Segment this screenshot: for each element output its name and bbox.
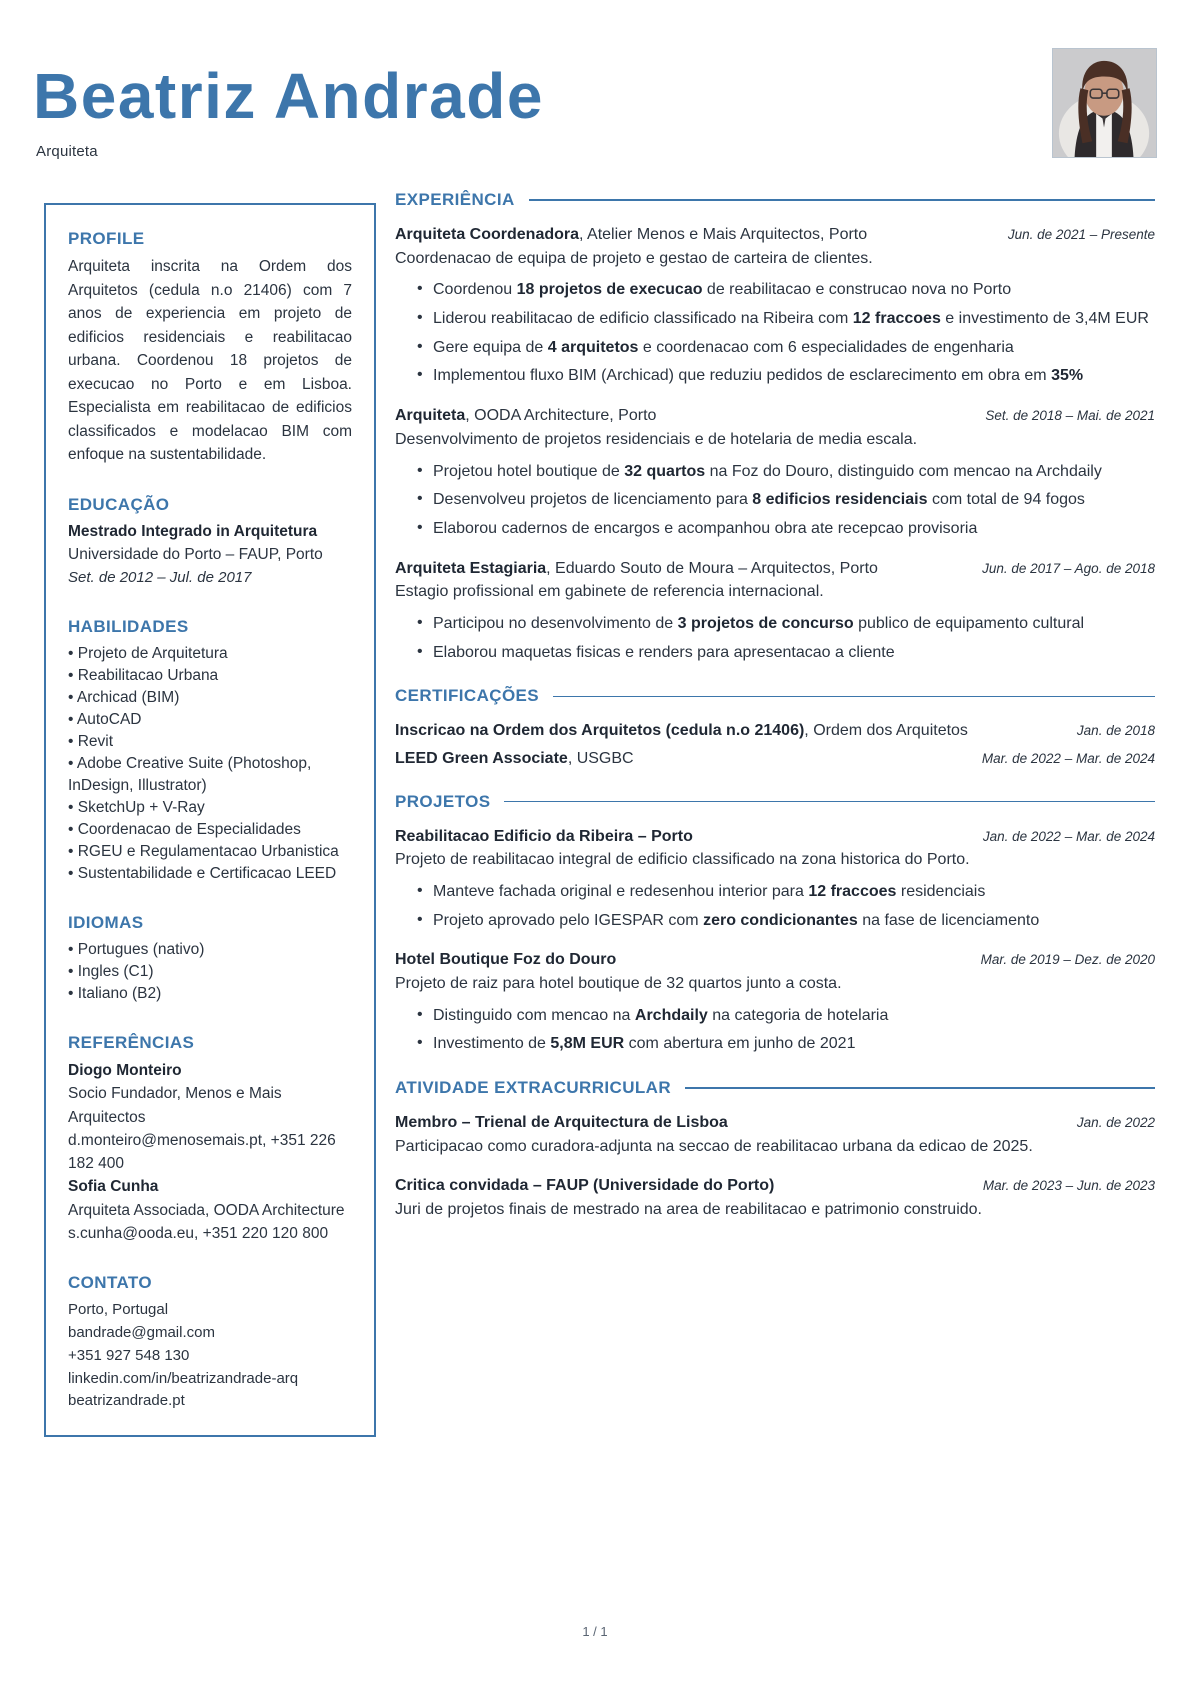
list-item: • RGEU e Regulamentacao Urbanistica [68,843,339,861]
section-divider [553,696,1155,698]
entry-header [395,720,1155,742]
entry-header [395,748,1155,770]
entry [395,748,1155,770]
entry-title: Arquiteta Estagiaria, Eduardo Souto de Moura – Arquitectos, Porto [395,559,878,577]
section-experience [395,190,1155,664]
job-role-subtitle: Arquiteta [36,143,98,160]
avatar [1052,48,1157,158]
entry-bullets [395,613,1155,664]
entry-date: Mar. de 2022 – Mar. de 2024 [981,751,1155,766]
projects-heading: PROJETOS [395,791,491,811]
entry-header [395,1112,1155,1134]
profile-heading: PROFILE [68,229,145,248]
section-divider [504,801,1155,803]
education-heading: EDUCAÇÃO [68,494,170,514]
experience-entries [395,224,1155,664]
experience-heading: EXPERIÊNCIA [395,190,515,209]
bullet-item: • Elaborou cadernos de encargos e acompanhou obra ate recepcao provisoria [417,518,1155,541]
references-heading: REFERÊNCIAS [68,1033,195,1053]
entry-bullets [395,1005,1155,1056]
entry-title: Inscricao na Ordem dos Arquitetos (cedula n.o 21406), Ordem dos Arquitetos [395,722,968,740]
extracurricular-section-header [395,1078,1155,1098]
list-item: • Coordenacao de Especialidades [68,821,301,839]
list-item: • Archicad (BIM) [68,689,180,707]
reference-role: Arquiteta Associada, OODA Architecture [68,1201,345,1219]
section-projects [395,792,1155,1057]
languages-heading: IDIOMAS [68,913,144,933]
list-item: • AutoCAD [68,711,142,729]
entry-date: Mar. de 2019 – Dez. de 2020 [980,952,1155,968]
contact-line[interactable]: beatrizandrade.pt [68,1392,185,1410]
list-item: • Portugues (nativo) [68,941,205,959]
bullet-item: • Elaborou maquetas fisicas e renders para apresentacao a cliente [417,642,1155,665]
entry-date: Jun. de 2017 – Ago. de 2018 [982,560,1155,576]
list-item: • Revit [68,733,114,751]
list-item: • Projeto de Arquitetura [68,645,228,663]
entry-date: Set. de 2018 – Mai. de 2021 [985,408,1155,424]
entry-header [395,949,1155,971]
project-entries [395,826,1155,1057]
contact-line[interactable]: linkedin.com/in/beatrizandrade-arq [68,1369,299,1387]
skills-list [68,643,352,885]
entry-description: Coordenacao de equipa de projeto e gestao de carteira de clientes. [395,249,873,267]
page-indicator: 1 / 1 [582,1624,608,1639]
certifications-heading: CERTIFICAÇÕES [395,686,540,706]
education-institution: Universidade do Porto – FAUP, Porto [68,546,323,564]
experience-section-header [395,190,1155,210]
projects-section-header [395,792,1155,812]
entry-date: Jan. de 2022 – Mar. de 2024 [982,828,1155,844]
contact-heading: CONTATO [68,1273,153,1293]
entry-header [395,224,1155,246]
section-divider [529,199,1155,201]
entry-title: Reabilitacao Edificio da Ribeira – Porto [395,827,693,845]
resume-header [0,0,1190,185]
entry [395,720,1155,742]
list-item: • SketchUp + V-Ray [68,799,205,817]
entry-description: Projeto de reabilitacao integral de edificio classificado na zona historica do Porto. [395,851,970,869]
entry-description: Desenvolvimento de projetos residenciais e de hotelaria de media escala. [395,430,918,448]
bullet-item: • Gere equipa de 4 arquitetos e coordenacao com 6 especialidades de engenharia [417,337,1155,360]
bullet-item: • Desenvolveu projetos de licenciamento para 8 edificios residenciais com total de 94 fogos [417,489,1155,512]
bullet-item: • Coordenou 18 projetos de execucao de reabilitacao e construcao nova no Porto [417,279,1155,302]
reference-role: Socio Fundador, Menos e Mais Arquitectos [68,1085,282,1126]
entry-title: LEED Green Associate, USGBC [395,750,634,767]
entry-description: Juri de projetos finais de mestrado na area de reabilitacao e patrimonio construido. [395,1201,982,1218]
list-item: • Italiano (B2) [68,985,162,1003]
entry-bullets [395,279,1155,388]
sidebar-section-languages [68,913,352,1005]
entry-description: Projeto de raiz para hotel boutique de 32 quartos junto a costa. [395,974,842,992]
section-divider [685,1087,1155,1089]
entry-title: Hotel Boutique Foz do Douro [395,951,617,969]
entry [395,949,1155,1056]
entry-bullets [395,461,1155,541]
list-item: • Sustentabilidade e Certificacao LEED [68,865,337,883]
contact-list [68,1299,352,1413]
sidebar-section-skills [68,617,352,885]
entry-header [395,405,1155,427]
bullet-item: • Projeto aprovado pelo IGESPAR com zero condicionantes na fase de licenciamento [417,910,1155,933]
reference-name: Diogo Monteiro [68,1062,182,1080]
entry [395,1112,1155,1158]
entry-header [395,558,1155,580]
certification-entries [395,720,1155,769]
sidebar-section-profile [68,229,352,467]
entry-title: Membro – Trienal de Arquitectura de Lisboa [395,1114,728,1132]
entry-title: Arquiteta, OODA Architecture, Porto [395,407,657,425]
main-content [395,190,1155,1244]
bullet-item: • Distinguido com mencao na Archdaily na categoria de hotelaria [417,1005,1155,1028]
bullet-item: • Liderou reabilitacao de edificio classificado na Ribeira com 12 fraccoes e investimento de 3,4M EUR [417,308,1155,331]
entry-title: Critica convidada – FAUP (Universidade do Porto) [395,1177,775,1195]
list-item: • Adobe Creative Suite (Photoshop, InDesign, Illustrator) [68,755,312,795]
portrait-photo-icon [1053,49,1156,157]
bullet-item: • Manteve fachada original e redesenhou interior para 12 fraccoes residenciais [417,881,1155,904]
sidebar-section-references [68,1033,352,1245]
education-degree: Mestrado Integrado in Arquitetura [68,522,318,540]
entry [395,224,1155,388]
list-item: • Ingles (C1) [68,963,154,981]
contact-line[interactable]: +351 927 548 130 [68,1346,190,1364]
entry-date: Jun. de 2021 – Presente [1007,227,1155,242]
bullet-item: • Projetou hotel boutique de 32 quartos na Foz do Douro, distinguido com mencao na Archdaily [417,461,1155,484]
entry-header [395,1175,1155,1197]
entry [395,826,1155,933]
entry-bullets [395,881,1155,932]
section-extracurricular [395,1078,1155,1222]
education-dates: Set. de 2012 – Jul. de 2017 [68,568,252,586]
bullet-item: • Implementou fluxo BIM (Archicad) que reduziu pedidos de esclarecimento em obra em 35% [417,365,1155,388]
entry [395,405,1155,540]
section-certifications [395,686,1155,769]
entry-description: Estagio profissional em gabinete de referencia internacional. [395,583,824,601]
extracurricular-entries [395,1112,1155,1222]
sidebar-section-education [68,495,352,589]
sidebar [44,203,376,1437]
entry-header [395,826,1155,848]
sidebar-section-contact [68,1273,352,1413]
reference-contact[interactable]: s.cunha@ooda.eu, +351 220 120 800 [68,1224,329,1242]
entry [395,1175,1155,1221]
certifications-section-header [395,686,1155,706]
reference-name: Sofia Cunha [68,1178,159,1196]
contact-line[interactable]: Porto, Portugal [68,1301,169,1319]
profile-text: Arquiteta inscrita na Ordem dos Arquitetos (cedula n.o 21406) com 7 anos de experiencia em projeto de edificios residenciais e reabilitacao urbana. Coordenou 18 projetos de execucao no Porto e em Lisboa. Especialista em reabilitacao de edificios classificados e modelacao BIM com enfoque na sustentabilidade. [68,258,352,464]
list-item: • Reabilitacao Urbana [68,667,219,685]
entry-date: Mar. de 2023 – Jun. de 2023 [982,1178,1155,1194]
entry-date: Jan. de 2022 [1076,1115,1155,1131]
references-list [68,1059,352,1245]
extracurricular-heading: ATIVIDADE EXTRACURRICULAR [395,1078,672,1098]
page-title: Beatriz Andrade [33,60,544,132]
entry-title: Arquiteta Coordenadora, Atelier Menos e Mais Arquitectos, Porto [395,226,868,243]
reference-contact[interactable]: d.monteiro@menosemais.pt, +351 226 182 400 [68,1131,336,1173]
entry-description: Participacao como curadora-adjunta na seccao de reabilitacao urbana da edicao de 2025. [395,1137,1033,1155]
entry-date: Jan. de 2018 [1076,723,1155,739]
bullet-item: • Participou no desenvolvimento de 3 projetos de concurso publico de equipamento cultural [417,613,1155,636]
skills-heading: HABILIDADES [68,617,189,637]
entry [395,558,1155,665]
bullet-item: • Investimento de 5,8M EUR com abertura em junho de 2021 [417,1033,1155,1056]
contact-line[interactable]: bandrade@gmail.com [68,1323,215,1341]
languages-list [68,939,352,1005]
